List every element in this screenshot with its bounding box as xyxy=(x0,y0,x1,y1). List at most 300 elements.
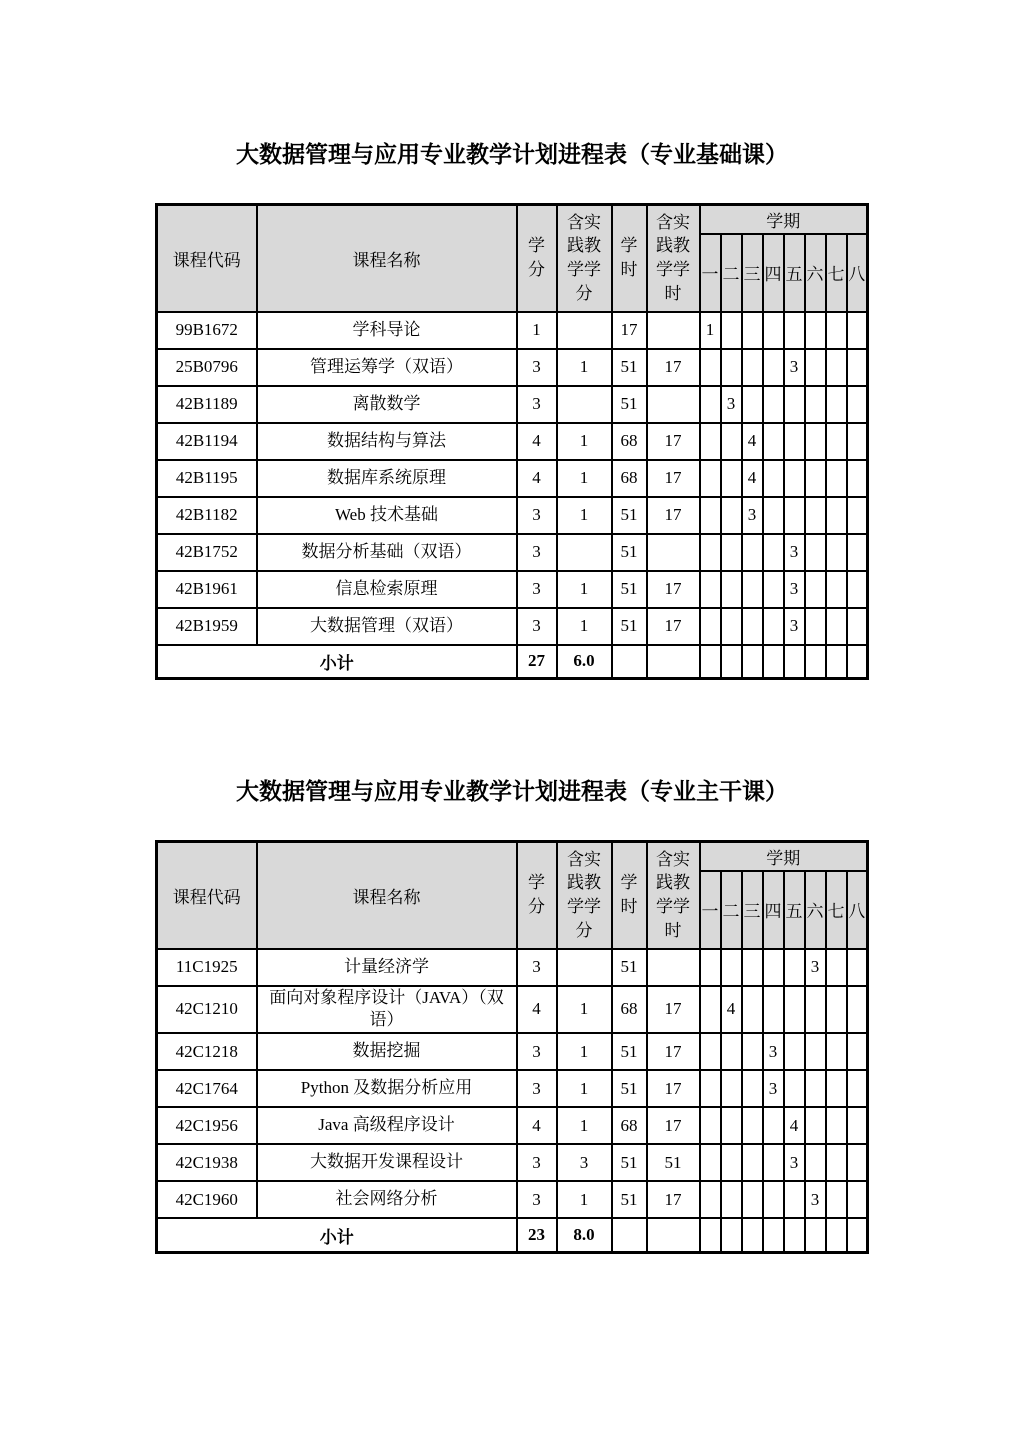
semester-2-cell xyxy=(721,1181,742,1218)
hours-cell: 68 xyxy=(612,423,647,460)
course-row xyxy=(157,608,868,645)
course-name-cell: 大数据管理（双语） xyxy=(257,608,517,645)
semester-6-cell: 3 xyxy=(805,949,826,986)
course-code-cell: 42B1189 xyxy=(157,386,257,423)
semester-7-cell xyxy=(826,349,847,386)
course-name-cell: 离散数学 xyxy=(257,386,517,423)
course-row xyxy=(157,423,868,460)
header-hours xyxy=(612,842,647,949)
semester-7-cell xyxy=(826,1144,847,1181)
header-course-name: 课程名称 xyxy=(257,205,517,312)
semester-1-cell xyxy=(700,1144,721,1181)
course-name-cell: Java 高级程序设计 xyxy=(257,1107,517,1144)
semester-5-cell xyxy=(784,497,805,534)
hours-cell: 51 xyxy=(612,1070,647,1107)
hours-cell: 51 xyxy=(612,1033,647,1070)
semester-7-cell xyxy=(826,571,847,608)
semester-5-cell: 4 xyxy=(784,1107,805,1144)
course-name-cell: 数据库系统原理 xyxy=(257,460,517,497)
course-code-cell: 42C1960 xyxy=(157,1181,257,1218)
semester-1-cell xyxy=(700,1107,721,1144)
hours-cell: 68 xyxy=(612,460,647,497)
practice-credits-cell: 1 xyxy=(557,571,612,608)
semester-3-cell xyxy=(742,645,763,679)
course-code-cell: 42C1938 xyxy=(157,1144,257,1181)
semester-1-cell xyxy=(700,349,721,386)
semester-2-cell: 3 xyxy=(721,386,742,423)
semester-7-cell xyxy=(826,460,847,497)
semester-2-cell xyxy=(721,1070,742,1107)
hours-cell: 51 xyxy=(612,534,647,571)
practice-hours-cell: 17 xyxy=(647,423,700,460)
semester-8-cell xyxy=(847,534,868,571)
semester-6-cell xyxy=(805,1218,826,1252)
course-code-cell: 42B1961 xyxy=(157,571,257,608)
practice-credits-cell xyxy=(557,312,612,349)
semester-2-cell xyxy=(721,1144,742,1181)
hours-cell: 51 xyxy=(612,1181,647,1218)
practice-credits-cell: 1 xyxy=(557,608,612,645)
semester-4-cell xyxy=(763,423,784,460)
header-row-top xyxy=(157,205,868,234)
course-row xyxy=(157,1144,868,1181)
semester-6-cell xyxy=(805,312,826,349)
practice-hours-cell xyxy=(647,312,700,349)
header-practice-credits-label: 含实践教学学分 xyxy=(567,212,601,304)
semester-6-cell xyxy=(805,608,826,645)
course-name-cell: 计量经济学 xyxy=(257,949,517,986)
course-name-cell: 大数据开发课程设计 xyxy=(257,1144,517,1181)
subtotal-hours-cell xyxy=(612,1218,647,1252)
semester-3-cell xyxy=(742,1181,763,1218)
semester-4-cell xyxy=(763,1218,784,1252)
header-practice-hours-label: 含实践教学学时 xyxy=(656,212,690,304)
subtotal-label-cell: 小计 xyxy=(157,645,517,679)
semester-2-cell xyxy=(721,497,742,534)
semester-6-cell xyxy=(805,986,826,1034)
practice-hours-cell: 17 xyxy=(647,349,700,386)
semester-3-cell xyxy=(742,986,763,1034)
semester-2-cell xyxy=(721,571,742,608)
semester-8-cell xyxy=(847,423,868,460)
semester-1-cell xyxy=(700,534,721,571)
semester-5-cell: 3 xyxy=(784,571,805,608)
header-semester-7: 七 xyxy=(826,871,847,949)
semester-8-cell xyxy=(847,1033,868,1070)
semester-5-cell xyxy=(784,423,805,460)
semester-6-cell xyxy=(805,571,826,608)
header-semester-6: 六 xyxy=(805,871,826,949)
practice-credits-cell: 1 xyxy=(557,986,612,1034)
table-title-basic-courses: 大数据管理与应用专业教学计划进程表（专业基础课） xyxy=(236,142,788,167)
course-code-cell: 42C1210 xyxy=(157,986,257,1034)
header-hours-label: 学时 xyxy=(620,236,638,280)
course-table-basic xyxy=(155,203,869,680)
semester-7-cell xyxy=(826,312,847,349)
hours-cell: 17 xyxy=(612,312,647,349)
semester-8-cell xyxy=(847,571,868,608)
header-semester-1: 一 xyxy=(700,234,721,312)
practice-credits-cell: 1 xyxy=(557,1033,612,1070)
header-row-top xyxy=(157,842,868,871)
header-hours-label: 学时 xyxy=(620,873,638,917)
semester-7-cell xyxy=(826,1070,847,1107)
header-semester-5: 五 xyxy=(784,234,805,312)
header-semester-3: 三 xyxy=(742,871,763,949)
semester-4-cell xyxy=(763,460,784,497)
course-row xyxy=(157,386,868,423)
course-row xyxy=(157,571,868,608)
practice-hours-cell: 17 xyxy=(647,460,700,497)
subtotal-credits-cell: 27 xyxy=(517,645,557,679)
semester-8-cell xyxy=(847,312,868,349)
semester-2-cell xyxy=(721,949,742,986)
header-course-code: 课程代码 xyxy=(157,842,257,949)
practice-hours-cell: 51 xyxy=(647,1144,700,1181)
practice-hours-cell: 17 xyxy=(647,608,700,645)
practice-hours-cell xyxy=(647,949,700,986)
practice-credits-cell: 1 xyxy=(557,1107,612,1144)
semester-5-cell xyxy=(784,312,805,349)
credits-cell: 4 xyxy=(517,986,557,1034)
semester-1-cell xyxy=(700,949,721,986)
semester-3-cell xyxy=(742,1107,763,1144)
semester-7-cell xyxy=(826,1107,847,1144)
header-semester: 学期 xyxy=(700,205,868,234)
table-title-core-courses: 大数据管理与应用专业教学计划进程表（专业主干课） xyxy=(236,779,788,804)
semester-8-cell xyxy=(847,497,868,534)
course-name-cell: 面向对象程序设计（JAVA）（双语） xyxy=(257,986,517,1034)
semester-1-cell xyxy=(700,386,721,423)
semester-3-cell xyxy=(742,1070,763,1107)
practice-hours-cell: 17 xyxy=(647,1070,700,1107)
subtotal-row xyxy=(157,645,868,679)
subtotal-hours-cell xyxy=(612,645,647,679)
semester-7-cell xyxy=(826,645,847,679)
semester-3-cell xyxy=(742,534,763,571)
credits-cell: 3 xyxy=(517,497,557,534)
semester-4-cell xyxy=(763,645,784,679)
semester-5-cell xyxy=(784,645,805,679)
semester-8-cell xyxy=(847,608,868,645)
course-name-cell: 数据挖掘 xyxy=(257,1033,517,1070)
header-practice-credits xyxy=(557,205,612,312)
semester-3-cell xyxy=(742,386,763,423)
semester-6-cell xyxy=(805,1144,826,1181)
header-credits xyxy=(517,842,557,949)
credits-cell: 4 xyxy=(517,1107,557,1144)
semester-7-cell xyxy=(826,423,847,460)
course-name-cell: 学科导论 xyxy=(257,312,517,349)
practice-hours-cell: 17 xyxy=(647,1107,700,1144)
credits-cell: 3 xyxy=(517,349,557,386)
practice-credits-cell: 1 xyxy=(557,1181,612,1218)
semester-1-cell xyxy=(700,497,721,534)
practice-hours-cell: 17 xyxy=(647,1181,700,1218)
semester-3-cell xyxy=(742,349,763,386)
semester-3-cell xyxy=(742,1218,763,1252)
semester-5-cell xyxy=(784,460,805,497)
header-credits-label: 学分 xyxy=(528,236,545,280)
practice-credits-cell: 1 xyxy=(557,460,612,497)
semester-6-cell xyxy=(805,460,826,497)
semester-1-cell xyxy=(700,608,721,645)
semester-2-cell xyxy=(721,1033,742,1070)
semester-6-cell xyxy=(805,534,826,571)
course-row xyxy=(157,497,868,534)
course-code-cell: 42B1752 xyxy=(157,534,257,571)
semester-6-cell xyxy=(805,645,826,679)
course-name-cell: 数据分析基础（双语） xyxy=(257,534,517,571)
subtotal-credits-cell: 23 xyxy=(517,1218,557,1252)
header-practice-hours xyxy=(647,842,700,949)
practice-credits-cell xyxy=(557,534,612,571)
semester-1-cell: 1 xyxy=(700,312,721,349)
course-row xyxy=(157,312,868,349)
header-semester-1: 一 xyxy=(700,871,721,949)
semester-4-cell xyxy=(763,312,784,349)
course-code-cell: 25B0796 xyxy=(157,349,257,386)
semester-3-cell xyxy=(742,1144,763,1181)
semester-4-cell xyxy=(763,949,784,986)
hours-cell: 68 xyxy=(612,1107,647,1144)
semester-1-cell xyxy=(700,645,721,679)
course-name-cell: Python 及数据分析应用 xyxy=(257,1070,517,1107)
header-semester-3: 三 xyxy=(742,234,763,312)
course-row xyxy=(157,1070,868,1107)
practice-credits-cell xyxy=(557,386,612,423)
semester-2-cell xyxy=(721,460,742,497)
semester-7-cell xyxy=(826,497,847,534)
semester-8-cell xyxy=(847,1144,868,1181)
semester-3-cell: 4 xyxy=(742,423,763,460)
header-course-name: 课程名称 xyxy=(257,842,517,949)
practice-credits-cell: 1 xyxy=(557,1070,612,1107)
practice-hours-cell: 17 xyxy=(647,497,700,534)
credits-cell: 3 xyxy=(517,949,557,986)
semester-6-cell xyxy=(805,1033,826,1070)
semester-3-cell xyxy=(742,312,763,349)
practice-hours-cell: 17 xyxy=(647,1033,700,1070)
header-practice-hours xyxy=(647,205,700,312)
practice-hours-cell xyxy=(647,534,700,571)
credits-cell: 1 xyxy=(517,312,557,349)
course-row xyxy=(157,1107,868,1144)
semester-2-cell xyxy=(721,534,742,571)
header-semester-4: 四 xyxy=(763,871,784,949)
semester-2-cell xyxy=(721,349,742,386)
semester-5-cell: 3 xyxy=(784,349,805,386)
semester-1-cell xyxy=(700,1070,721,1107)
credits-cell: 3 xyxy=(517,386,557,423)
semester-8-cell xyxy=(847,1107,868,1144)
semester-3-cell xyxy=(742,1033,763,1070)
course-row xyxy=(157,986,868,1034)
practice-credits-cell: 1 xyxy=(557,423,612,460)
semester-4-cell xyxy=(763,534,784,571)
semester-7-cell xyxy=(826,608,847,645)
course-name-cell: 社会网络分析 xyxy=(257,1181,517,1218)
hours-cell: 51 xyxy=(612,949,647,986)
semester-5-cell: 3 xyxy=(784,608,805,645)
semester-6-cell xyxy=(805,386,826,423)
subtotal-practice-hours-cell xyxy=(647,1218,700,1252)
course-code-cell: 11C1925 xyxy=(157,949,257,986)
credits-cell: 3 xyxy=(517,571,557,608)
course-code-cell: 42C1956 xyxy=(157,1107,257,1144)
course-row xyxy=(157,1033,868,1070)
semester-3-cell xyxy=(742,608,763,645)
course-code-cell: 42B1182 xyxy=(157,497,257,534)
semester-4-cell: 3 xyxy=(763,1070,784,1107)
semester-5-cell xyxy=(784,1181,805,1218)
course-table-core xyxy=(155,840,869,1254)
semester-4-cell: 3 xyxy=(763,1033,784,1070)
practice-credits-cell: 1 xyxy=(557,497,612,534)
semester-7-cell xyxy=(826,1218,847,1252)
semester-1-cell xyxy=(700,1033,721,1070)
credits-cell: 3 xyxy=(517,1181,557,1218)
credits-cell: 4 xyxy=(517,460,557,497)
hours-cell: 51 xyxy=(612,1144,647,1181)
header-credits-label: 学分 xyxy=(528,873,545,917)
semester-5-cell xyxy=(784,986,805,1034)
semester-2-cell xyxy=(721,1218,742,1252)
semester-3-cell: 3 xyxy=(742,497,763,534)
course-code-cell: 42C1218 xyxy=(157,1033,257,1070)
semester-5-cell: 3 xyxy=(784,1144,805,1181)
practice-credits-cell xyxy=(557,949,612,986)
practice-hours-cell xyxy=(647,386,700,423)
semester-2-cell xyxy=(721,645,742,679)
semester-5-cell xyxy=(784,949,805,986)
semester-4-cell xyxy=(763,608,784,645)
credits-cell: 4 xyxy=(517,423,557,460)
header-practice-hours-label: 含实践教学学时 xyxy=(656,849,690,941)
header-practice-credits xyxy=(557,842,612,949)
course-row xyxy=(157,349,868,386)
credits-cell: 3 xyxy=(517,1033,557,1070)
semester-8-cell xyxy=(847,1218,868,1252)
semester-4-cell xyxy=(763,386,784,423)
semester-2-cell: 4 xyxy=(721,986,742,1034)
table-body-basic xyxy=(157,312,868,679)
hours-cell: 51 xyxy=(612,497,647,534)
hours-cell: 51 xyxy=(612,571,647,608)
semester-6-cell: 3 xyxy=(805,1181,826,1218)
semester-7-cell xyxy=(826,949,847,986)
subtotal-practice-credits-cell: 8.0 xyxy=(557,1218,612,1252)
header-semester-4: 四 xyxy=(763,234,784,312)
semester-8-cell xyxy=(847,349,868,386)
semester-6-cell xyxy=(805,423,826,460)
course-row xyxy=(157,460,868,497)
semester-8-cell xyxy=(847,949,868,986)
semester-2-cell xyxy=(721,608,742,645)
semester-1-cell xyxy=(700,1218,721,1252)
header-semester-2: 二 xyxy=(721,234,742,312)
hours-cell: 68 xyxy=(612,986,647,1034)
semester-4-cell xyxy=(763,1107,784,1144)
credits-cell: 3 xyxy=(517,1144,557,1181)
course-code-cell: 42B1959 xyxy=(157,608,257,645)
course-name-cell: Web 技术基础 xyxy=(257,497,517,534)
semester-1-cell xyxy=(700,986,721,1034)
semester-7-cell xyxy=(826,1181,847,1218)
header-credits xyxy=(517,205,557,312)
semester-8-cell xyxy=(847,986,868,1034)
semester-8-cell xyxy=(847,1181,868,1218)
header-semester-6: 六 xyxy=(805,234,826,312)
course-code-cell: 42C1764 xyxy=(157,1070,257,1107)
practice-hours-cell: 17 xyxy=(647,986,700,1034)
semester-1-cell xyxy=(700,460,721,497)
semester-5-cell: 3 xyxy=(784,534,805,571)
header-semester: 学期 xyxy=(700,842,868,871)
semester-3-cell xyxy=(742,571,763,608)
header-semester-8: 八 xyxy=(847,234,868,312)
semester-6-cell xyxy=(805,1107,826,1144)
header-practice-credits-label: 含实践教学学分 xyxy=(567,849,601,941)
credits-cell: 3 xyxy=(517,534,557,571)
hours-cell: 51 xyxy=(612,608,647,645)
subtotal-practice-credits-cell: 6.0 xyxy=(557,645,612,679)
semester-2-cell xyxy=(721,423,742,460)
semester-8-cell xyxy=(847,386,868,423)
semester-8-cell xyxy=(847,460,868,497)
semester-5-cell xyxy=(784,1033,805,1070)
semester-4-cell xyxy=(763,986,784,1034)
course-row xyxy=(157,534,868,571)
table-header xyxy=(157,842,868,949)
practice-hours-cell: 17 xyxy=(647,571,700,608)
semester-7-cell xyxy=(826,986,847,1034)
table-header xyxy=(157,205,868,312)
semester-8-cell xyxy=(847,645,868,679)
course-name-cell: 管理运筹学（双语） xyxy=(257,349,517,386)
header-semester-5: 五 xyxy=(784,871,805,949)
semester-7-cell xyxy=(826,386,847,423)
header-semester-8: 八 xyxy=(847,871,868,949)
semester-2-cell xyxy=(721,312,742,349)
semester-4-cell xyxy=(763,571,784,608)
semester-3-cell: 4 xyxy=(742,460,763,497)
semester-4-cell xyxy=(763,349,784,386)
subtotal-label-cell: 小计 xyxy=(157,1218,517,1252)
course-name-cell: 数据结构与算法 xyxy=(257,423,517,460)
semester-1-cell xyxy=(700,423,721,460)
course-code-cell: 99B1672 xyxy=(157,312,257,349)
credits-cell: 3 xyxy=(517,608,557,645)
semester-3-cell xyxy=(742,949,763,986)
semester-6-cell xyxy=(805,1070,826,1107)
practice-credits-cell: 3 xyxy=(557,1144,612,1181)
course-code-cell: 42B1195 xyxy=(157,460,257,497)
header-course-code: 课程代码 xyxy=(157,205,257,312)
semester-4-cell xyxy=(763,1144,784,1181)
semester-7-cell xyxy=(826,1033,847,1070)
semester-4-cell xyxy=(763,1181,784,1218)
semester-4-cell xyxy=(763,497,784,534)
semester-6-cell xyxy=(805,349,826,386)
header-semester-7: 七 xyxy=(826,234,847,312)
course-name-cell: 信息检索原理 xyxy=(257,571,517,608)
semester-7-cell xyxy=(826,534,847,571)
semester-5-cell xyxy=(784,1070,805,1107)
header-hours xyxy=(612,205,647,312)
hours-cell: 51 xyxy=(612,349,647,386)
semester-5-cell xyxy=(784,1218,805,1252)
